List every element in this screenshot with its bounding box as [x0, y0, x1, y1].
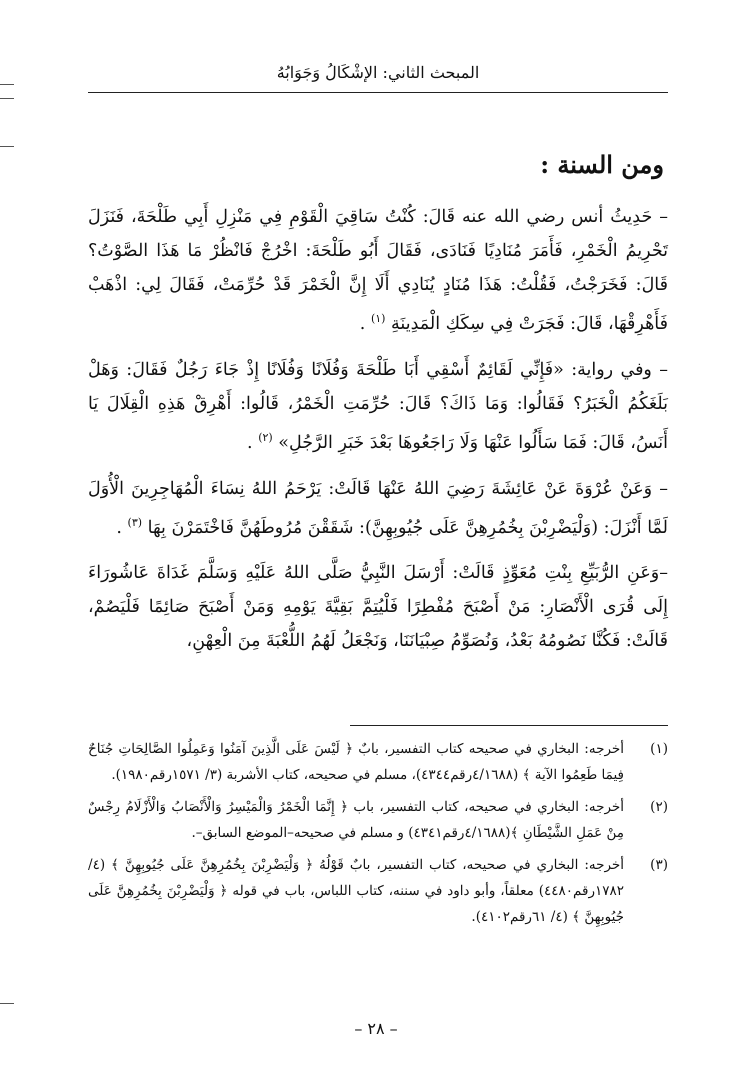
crop-mark: [0, 84, 14, 85]
footnotes: [88, 736, 668, 936]
crop-mark: [0, 146, 14, 147]
header-rule: [88, 92, 668, 93]
paragraph-hadith-anas: – حَدِيثُ أنس رضي الله عنه قَالَ: كُنْتُ سَاقِيَ الْقَوْمِ فِي مَنْزِلِ أَبِي طَلْحَةَ، فَنَزَلَ تَحْرِيمُ الْخَمْرِ، فَأَمَرَ مُنَادِيًا فَنَادَى، فَقَالَ أَبُو طَلْحَةَ: اخْرُجْ فَانْظُرْ مَا هَذَا الصَّوْتُ؟ قَالَ: فَخَرَجْتُ، فَقُلْتُ: هَذَا مُنَادٍ يُنَادِي أَلَا إِنَّ الْخَمْرَ قَدْ حُرِّمَتْ، فَقَالَ لِي: اذْهَبْ فَأَهْرِقْهَا، قَالَ: فَجَرَتْ فِي سِكَكِ الْمَدِينَةِ $^{(١)}$ .: [88, 207, 668, 334]
paragraph-rubayyi: [88, 556, 668, 658]
footnote-3: [88, 852, 668, 930]
section-heading: ومن السنة :: [540, 150, 664, 179]
footnote-reference: (١): [370, 312, 386, 325]
paragraph-text: – وَعَنْ عُرْوَةَ عَنْ عَائِشَةَ رَضِيَ اللهُ عَنْهَا قَالَتْ: يَرْحَمُ اللهُ نِسَاءَ الْمُهَاجِرِينَ الْأُوَلَ لَمَّا أَنْزَلَ: (وَلْيَضْرِبْنَ بِخُمُرِهِنَّ عَلَى جُيُوبِهِنَّ): شَقَقْنَ مُرُوطَهُنَّ فَاخْتَمَرْنَ بِهَا: [88, 478, 668, 538]
running-header: المبحث الثاني: الإشْكَالُ وَجَوَابُهُ: [276, 63, 480, 82]
footnote-2: [88, 794, 668, 846]
footnote-text: أخرجه: البخاري في صحيحه، كتاب التفسير، باب ﴿ إِنَّمَا الْخَمْرُ وَالْمَيْسِرُ وَالْأَنْصَابُ وَالْأَزْلَامُ رِجْسٌ مِنْ عَمَلِ الشَّيْطَانِ ﴾(٤/١٦٨٨رقم٤٣٤١) و مسلم في صحيحه–الموضع السابق–.: [88, 799, 624, 841]
page-number: – ٢٨ –: [354, 1019, 398, 1038]
crop-mark: [0, 98, 14, 99]
footnote-1: [88, 736, 668, 788]
paragraph-text: – وفي رواية: «فَإِنِّي لَقَائِمٌ أَسْقِي أَبَا طَلْحَةَ وَفُلَانًا وَفُلَانًا إِذْ جَاءَ رَجُلٌ فَقَالَ: وَهَلْ بَلَغَكُمُ الْخَبَرُ؟ فَقَالُوا: وَمَا ذَاكَ؟ قَالَ: حُرِّمَتِ الْخَمْرُ، قَالُوا: أَهْرِقْ هَذِهِ الْقِلَالَ يَا أَنَسُ، قَالَ: فَمَا سَأَلُوا عَنْهَا وَلَا رَاجَعُوهَا بَعْدَ خَبَرِ الرَّجُلِ»: [88, 359, 668, 453]
paragraph-aisha: – وَعَنْ عُرْوَةَ عَنْ عَائِشَةَ رَضِيَ اللهُ عَنْهَا قَالَتْ: يَرْحَمُ اللهُ نِسَاءَ الْمُهَاجِرِينَ الْأُوَلَ لَمَّا أَنْزَلَ: (وَلْيَضْرِبْنَ بِخُمُرِهِنَّ عَلَى جُيُوبِهِنَّ): شَقَقْنَ مُرُوطَهُنَّ فَاخْتَمَرْنَ بِهَا $^{(٣)}$ .: [88, 478, 668, 538]
footnote-reference: (٣): [127, 515, 143, 529]
main-text: [88, 200, 668, 670]
footnote-text: أخرجه: البخاري في صحيحه كتاب التفسير، بابٌ ﴿ لَيْسَ عَلَى الَّذِينَ آمَنُوا وَعَمِلُوا الصَّالِحَاتِ جُنَاحٌ فِيمَا طَعِمُوا الآية ﴾ (٤/١٦٨٨رقم٤٣٤٤)، مسلم في صحيحه، كتاب الأشربة (٣/ ١٥٧١رقم١٩٨٠).: [88, 741, 624, 783]
footnote-reference: (٢): [258, 430, 273, 444]
paragraph-text: – حَدِيثُ أنس رضي الله عنه قَالَ: كُنْتُ سَاقِيَ الْقَوْمِ فِي مَنْزِلِ أَبِي طَلْحَةَ، فَنَزَلَ تَحْرِيمُ الْخَمْرِ، فَأَمَرَ مُنَادِيًا فَنَادَى، فَقَالَ أَبُو طَلْحَةَ: اخْرُجْ فَانْظُرْ مَا هَذَا الصَّوْتُ؟ قَالَ: فَخَرَجْتُ، فَقُلْتُ: هَذَا مُنَادٍ يُنَادِي أَلَا إِنَّ الْخَمْرَ قَدْ حُرِّمَتْ، فَقَالَ لِي: اذْهَبْ فَأَهْرِقْهَا، قَالَ: فَجَرَتْ فِي سِكَكِ الْمَدِينَةِ: [88, 207, 668, 334]
footnote-text: أخرجه: البخاري في صحيحه، كتاب التفسير، بابٌ قَوْلُهُ ﴿ وَلْيَضْرِبْنَ بِخُمُرِهِنَّ عَلَى جُيُوبِهِنَّ ﴾ (٤/ ١٧٨٢رقم٤٤٨٠) معلقاً، وأبو داود في سننه، كتاب اللباس، باب في قوله ﴿ وَلْيَضْرِبْنَ بِخُمُرِهِنَّ عَلَى جُيُوبِهِنَّ ﴾ (٤/ ٦١رقم٤١٠٢).: [88, 857, 624, 925]
paragraph-riwaya: – وفي رواية: «فَإِنِّي لَقَائِمٌ أَسْقِي أَبَا طَلْحَةَ وَفُلَانًا وَفُلَانًا إِذْ جَاءَ رَجُلٌ فَقَالَ: وَهَلْ بَلَغَكُمُ الْخَبَرُ؟ فَقَالُوا: وَمَا ذَاكَ؟ قَالَ: حُرِّمَتِ الْخَمْرُ، قَالُوا: أَهْرِقْ هَذِهِ الْقِلَالَ يَا أَنَسُ، قَالَ: فَمَا سَأَلُوا عَنْهَا وَلَا رَاجَعُوهَا بَعْدَ خَبَرِ الرَّجُلِ» $^{(٢)}$ .: [88, 359, 668, 453]
footnote-number: (٣): [650, 857, 668, 873]
footnote-separator: [350, 725, 668, 726]
footnote-number: (٢): [650, 799, 668, 815]
paragraph-text: –وَعَنِ الرُّبَيِّعِ بِنْتِ مُعَوِّذٍ قَالَتْ: أَرْسَلَ النَّبِيُّ صَلَّى اللهُ عَلَيْهِ وَسَلَّمَ غَدَاةَ عَاشُورَاءَ إِلَى قُرَى الْأَنْصَارِ: مَنْ أَصْبَحَ مُفْطِرًا فَلْيُتِمَّ بَقِيَّةَ يَوْمِهِ وَمَنْ أَصْبَحَ صَائِمًا فَلْيَصُمْ، قَالَتْ: فَكُنَّا نَصُومُهُ بَعْدُ، وَنُصَوِّمُ صِبْيَانَنَا، وَنَجْعَلُ لَهُمُ اللُّعْبَةَ مِنَ الْعِهْنِ،: [88, 563, 668, 652]
crop-mark: [0, 1003, 14, 1004]
footnote-number: (١): [650, 741, 668, 757]
